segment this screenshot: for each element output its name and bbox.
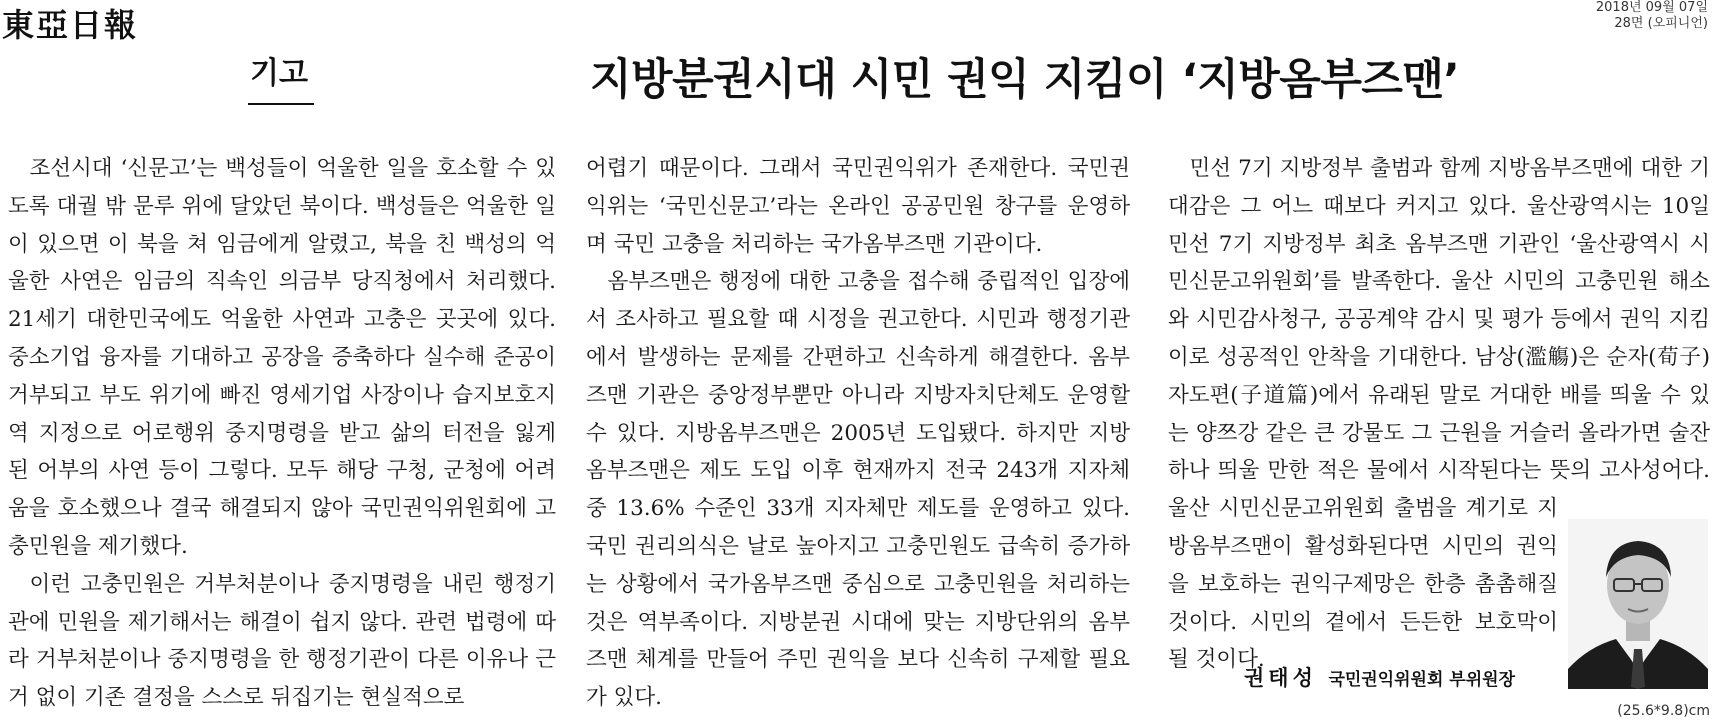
- paragraph: 어렵기 때문이다. 그래서 국민권익위가 존재한다. 국민권익위는 ‘국민신문고’라는 온라인 공공민원 창구를 운영하며 국민 고충을 처리하는 국가옴부즈맨 기관이다.: [586, 156, 1130, 257]
- paragraph: 조선시대 ‘신문고’는 백성들이 억울한 일을 호소할 수 있도록 대궐 밖 문루 위에 달았던 북이다. 백성들은 억울한 일이 있으면 이 북을 쳐 임금에게 알렸고, 북을 친 백성의 억울한 사연은 임금의 직속인 의금부 당직청에서 처리했다. 21세기 대한민국에도 억울한 사연과 고충은 곳곳에 있다. 중소기업 융자를 기대하고 공장을 증축하다 실수해 준공이 거부되고 부도 위기에 빠진 영세기업 사장이나 습지보호지역 지정으로 어로행위 중지명령을 받고 삶의 터전을 잃게 된 어부의 사연 등이 그렇다. 모두 해당 구청, 군청에 어려움을 호소했으나 결국 해결되지 않아 국민권익위원회에 고충민원을 제기했다.: [8, 156, 556, 559]
- section-underline: [248, 103, 314, 105]
- portrait-photo-icon: [1568, 519, 1708, 689]
- section-label: 기고: [250, 56, 308, 91]
- author-role: 국민권익위원회 부위원장: [1328, 670, 1515, 690]
- author-name: 권태성: [1244, 666, 1317, 690]
- newspaper-masthead: 東亞日報: [2, 6, 139, 44]
- publication-info: [1596, 0, 1708, 32]
- paragraph: 옴부즈맨은 행정에 대한 고충을 접수해 중립적인 입장에서 조사하고 필요할 때 시정을 권고한다. 시민과 행정기관에서 발생하는 문제를 간편하고 신속하게 해결한다. 옴부즈맨 기관은 중앙정부뿐만 아니라 지방자치단체도 운영할 수 있다. 지방옴부즈맨은 2005년 도입됐다. 하지만 지방옴부즈맨은 제도 도입 이후 현재까지 전국 243개 지자체 중 13.6% 수준인 33개 지자체만 제도를 운영하고 있다. 국민 권리의식은 날로 높아지고 고충민원도 급속히 증가하는 상황에서 국가옴부즈맨 중심으로 고충민원을 처리하는 것은 역부족이다. 지방분권 시대에 맞는 지방단위의 옴부즈맨 체계를 만들어 주민 권익을 보다 신속히 구제할 필요가 있다.: [586, 269, 1130, 711]
- publication-date: 2018년 09월 07일: [1595, 0, 1708, 15]
- paragraph: 민선 7기 지방정부 출범과 함께 지방옴부즈맨에 대한 기대감은 그 어느 때보다 커지고 있다. 울산광역시는 10일 민선 7기 지방정부 최초 옴부즈맨 기관인 ‘울산광역시 시민신문고위원회’를 발족한다. 울산 시민의 고충민원 해소와 시민감사청구, 공공계약 감시 및 평가 등에서 권익 지킴이로 성공적인 안착을 기대한다. 남상(濫觴)은 순자(荀子) 자도편(子道篇)에서 유래된 말로 거대한 배를 띄울 수 있는 양쯔강 같은 큰 강물도 그 근원을 거슬러 올라가면 술잔 하나 띄울 만한 적은 물에서 시작된다는 뜻의 고사성어다. 울산 시민신문고위원회 출범을 계기로 지방옴부즈맨이 활성화된다면 시민의 권익을 보호하는 권익구제망은 한층 촘촘해질 것이다. 시민의 곁에서 든든한 보호막이 될 것이다.: [1168, 156, 1710, 673]
- author-photo: [1568, 519, 1708, 689]
- article-column-1: [8, 150, 556, 711]
- article-headline: 지방분권시대 시민 권익 지킴이 ‘지방옴부즈맨’: [590, 55, 1460, 105]
- paragraph: 이런 고충민원은 거부처분이나 중지명령을 내린 행정기관에 민원을 제기해서는 해결이 쉽지 않다. 관련 법령에 따라 거부처분이나 중지명령을 한 행정기관이 다른 이유나 근거 없이 기존 결정을 스스로 뒤집기는 현실적으로: [8, 571, 556, 711]
- article-column-2: [586, 150, 1130, 711]
- clipping-size: (25.6*9.8)cm: [1617, 703, 1710, 719]
- author-byline: [1244, 662, 1515, 692]
- page-section: 28면 (오피니언): [1614, 16, 1708, 31]
